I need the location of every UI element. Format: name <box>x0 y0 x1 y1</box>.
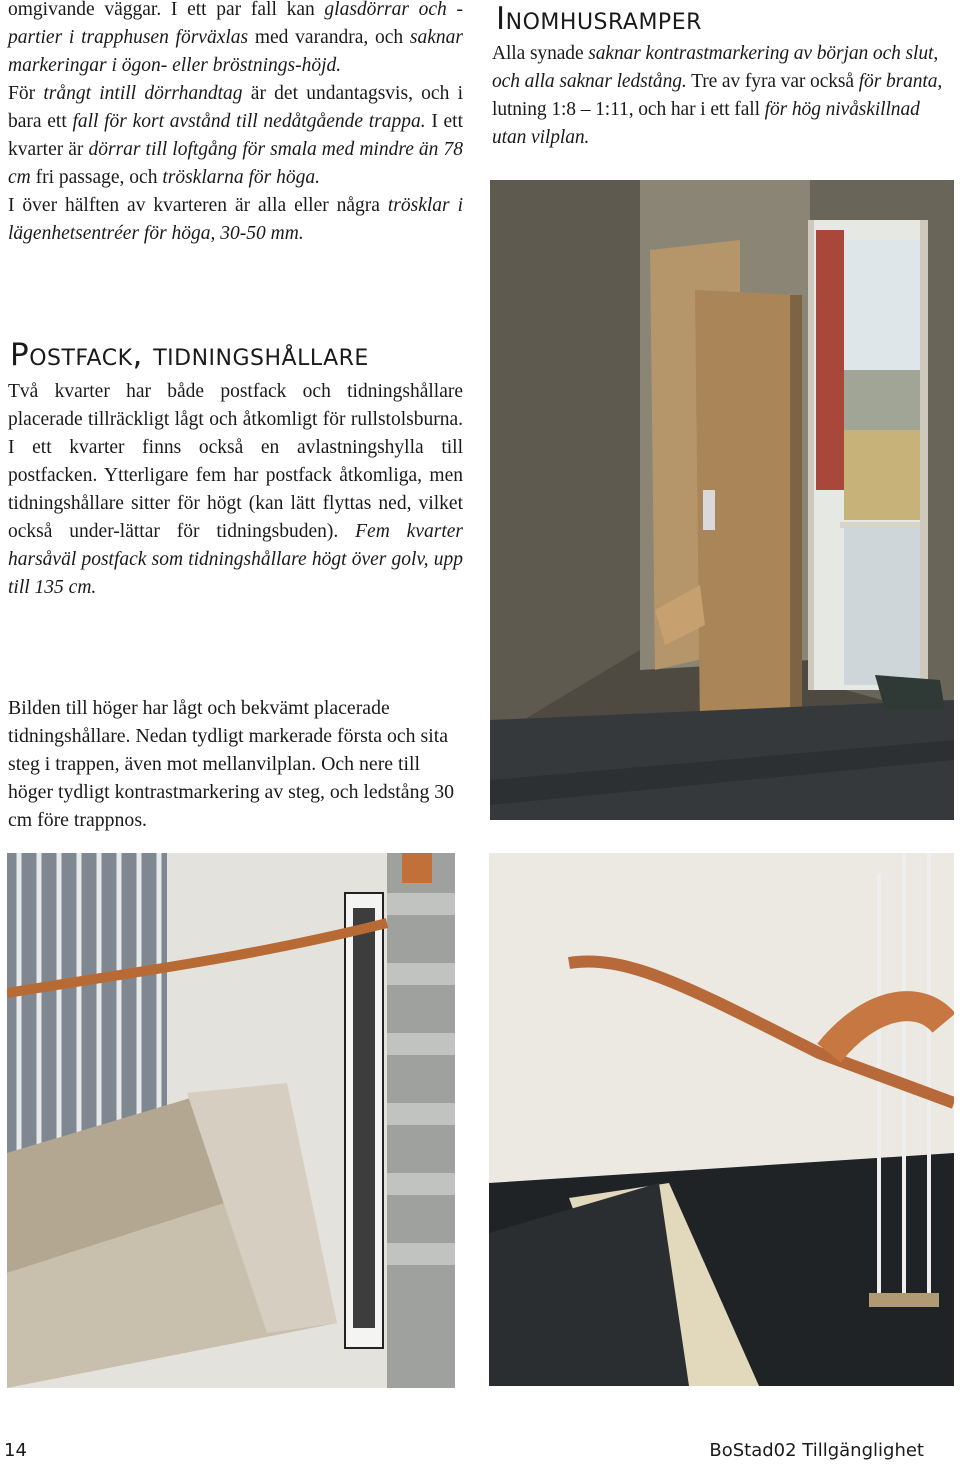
text-run: fri passage, och <box>30 167 163 188</box>
emphasis-run: saknar markeringar i ögon- eller bröstnings-höjd. <box>8 27 463 76</box>
heading-postfack: Postfack, tidningshållare <box>10 337 369 373</box>
text-run: Tre av fyra var också <box>686 71 859 92</box>
photo-ramp-handrail <box>489 853 954 1386</box>
photo-ramp-handrail-graphic <box>489 853 954 1386</box>
emphasis-run: dörrar till loftgång för smala med mindre än 78 cm <box>8 139 463 188</box>
publication-title: BoStad02 Tillgänglighet <box>709 1440 924 1461</box>
caption-text: Bilden till höger har lågt och bekvämt placerade tidningshållare. Nedan tydligt markerade första och sita steg i trappen, även mot mellanvilplan. Och nere till höger tydligt kontrastmarkering av steg, och ledstång 30 cm före trappnos. <box>8 697 455 831</box>
page-number: 14 <box>4 1440 27 1461</box>
image-caption <box>8 694 468 834</box>
paragraph-door-handles <box>8 80 463 192</box>
inomhusramper-body <box>492 40 954 152</box>
emphasis-run: för hög nivåskillnad utan vilplan. <box>492 99 920 148</box>
text-run: med varandra, och <box>248 27 410 48</box>
emphasis-run: trösklarna för höga. <box>162 167 320 188</box>
emphasis-run: saknar kontrastmarkering av början och slut, och alla saknar ledstång. <box>492 43 939 92</box>
text-run: Alla synade <box>492 43 589 64</box>
paragraph-glass-doors <box>8 0 463 80</box>
emphasis-run: för branta, <box>858 71 943 92</box>
photo-entrance-door-graphic <box>490 180 954 820</box>
emphasis-run: fall för kort avstånd till nedåtgående trappa. <box>72 111 426 132</box>
text-run: Två kvarter har både postfack och tidningshållare placerade tillräckligt lågt och åtkomligt för rullstolsburna. I ett kvarter finns också en avlastningshylla till postfacken. Ytterligare fem har postfack åtkomliga, men tidningshållare sitter för högt (kan lätt flyttas ned, vilket också under-lättar för tidningsbuden). <box>8 381 463 542</box>
heading-inomhusramper: Inomhusramper <box>496 1 702 37</box>
text-run: I över hälften av kvarteren är alla eller några <box>8 195 388 216</box>
left-column-top <box>8 0 463 248</box>
emphasis-run: trösklar i lägenhetsentréer för höga, 30-50 mm. <box>8 195 463 244</box>
text-run: omgivande väggar. I ett par fall kan <box>8 0 325 20</box>
text-run: I ett kvarter är <box>8 111 463 160</box>
emphasis-run: trångt intill dörrhandtag <box>43 83 243 104</box>
paragraph-thresholds <box>8 192 463 248</box>
photo-entrance-door <box>490 180 954 820</box>
text-run: För <box>8 83 44 104</box>
photo-stairwell <box>7 853 455 1388</box>
paragraph-inomhusramper <box>492 40 954 152</box>
postfack-body <box>8 378 463 602</box>
photo-stairwell-graphic <box>7 853 455 1388</box>
emphasis-run: glasdörrar och -partier i trapphusen förväxlas <box>8 0 463 48</box>
text-run: lutning 1:8 – 1:11, och har i ett fall <box>492 99 765 120</box>
text-run: är det undantagsvis, och i bara ett <box>8 83 463 132</box>
paragraph-postfack <box>8 378 463 602</box>
emphasis-run: Fem kvarter harsåväl postfack som tidningshållare högt över golv, upp till 135 cm. <box>8 521 463 598</box>
